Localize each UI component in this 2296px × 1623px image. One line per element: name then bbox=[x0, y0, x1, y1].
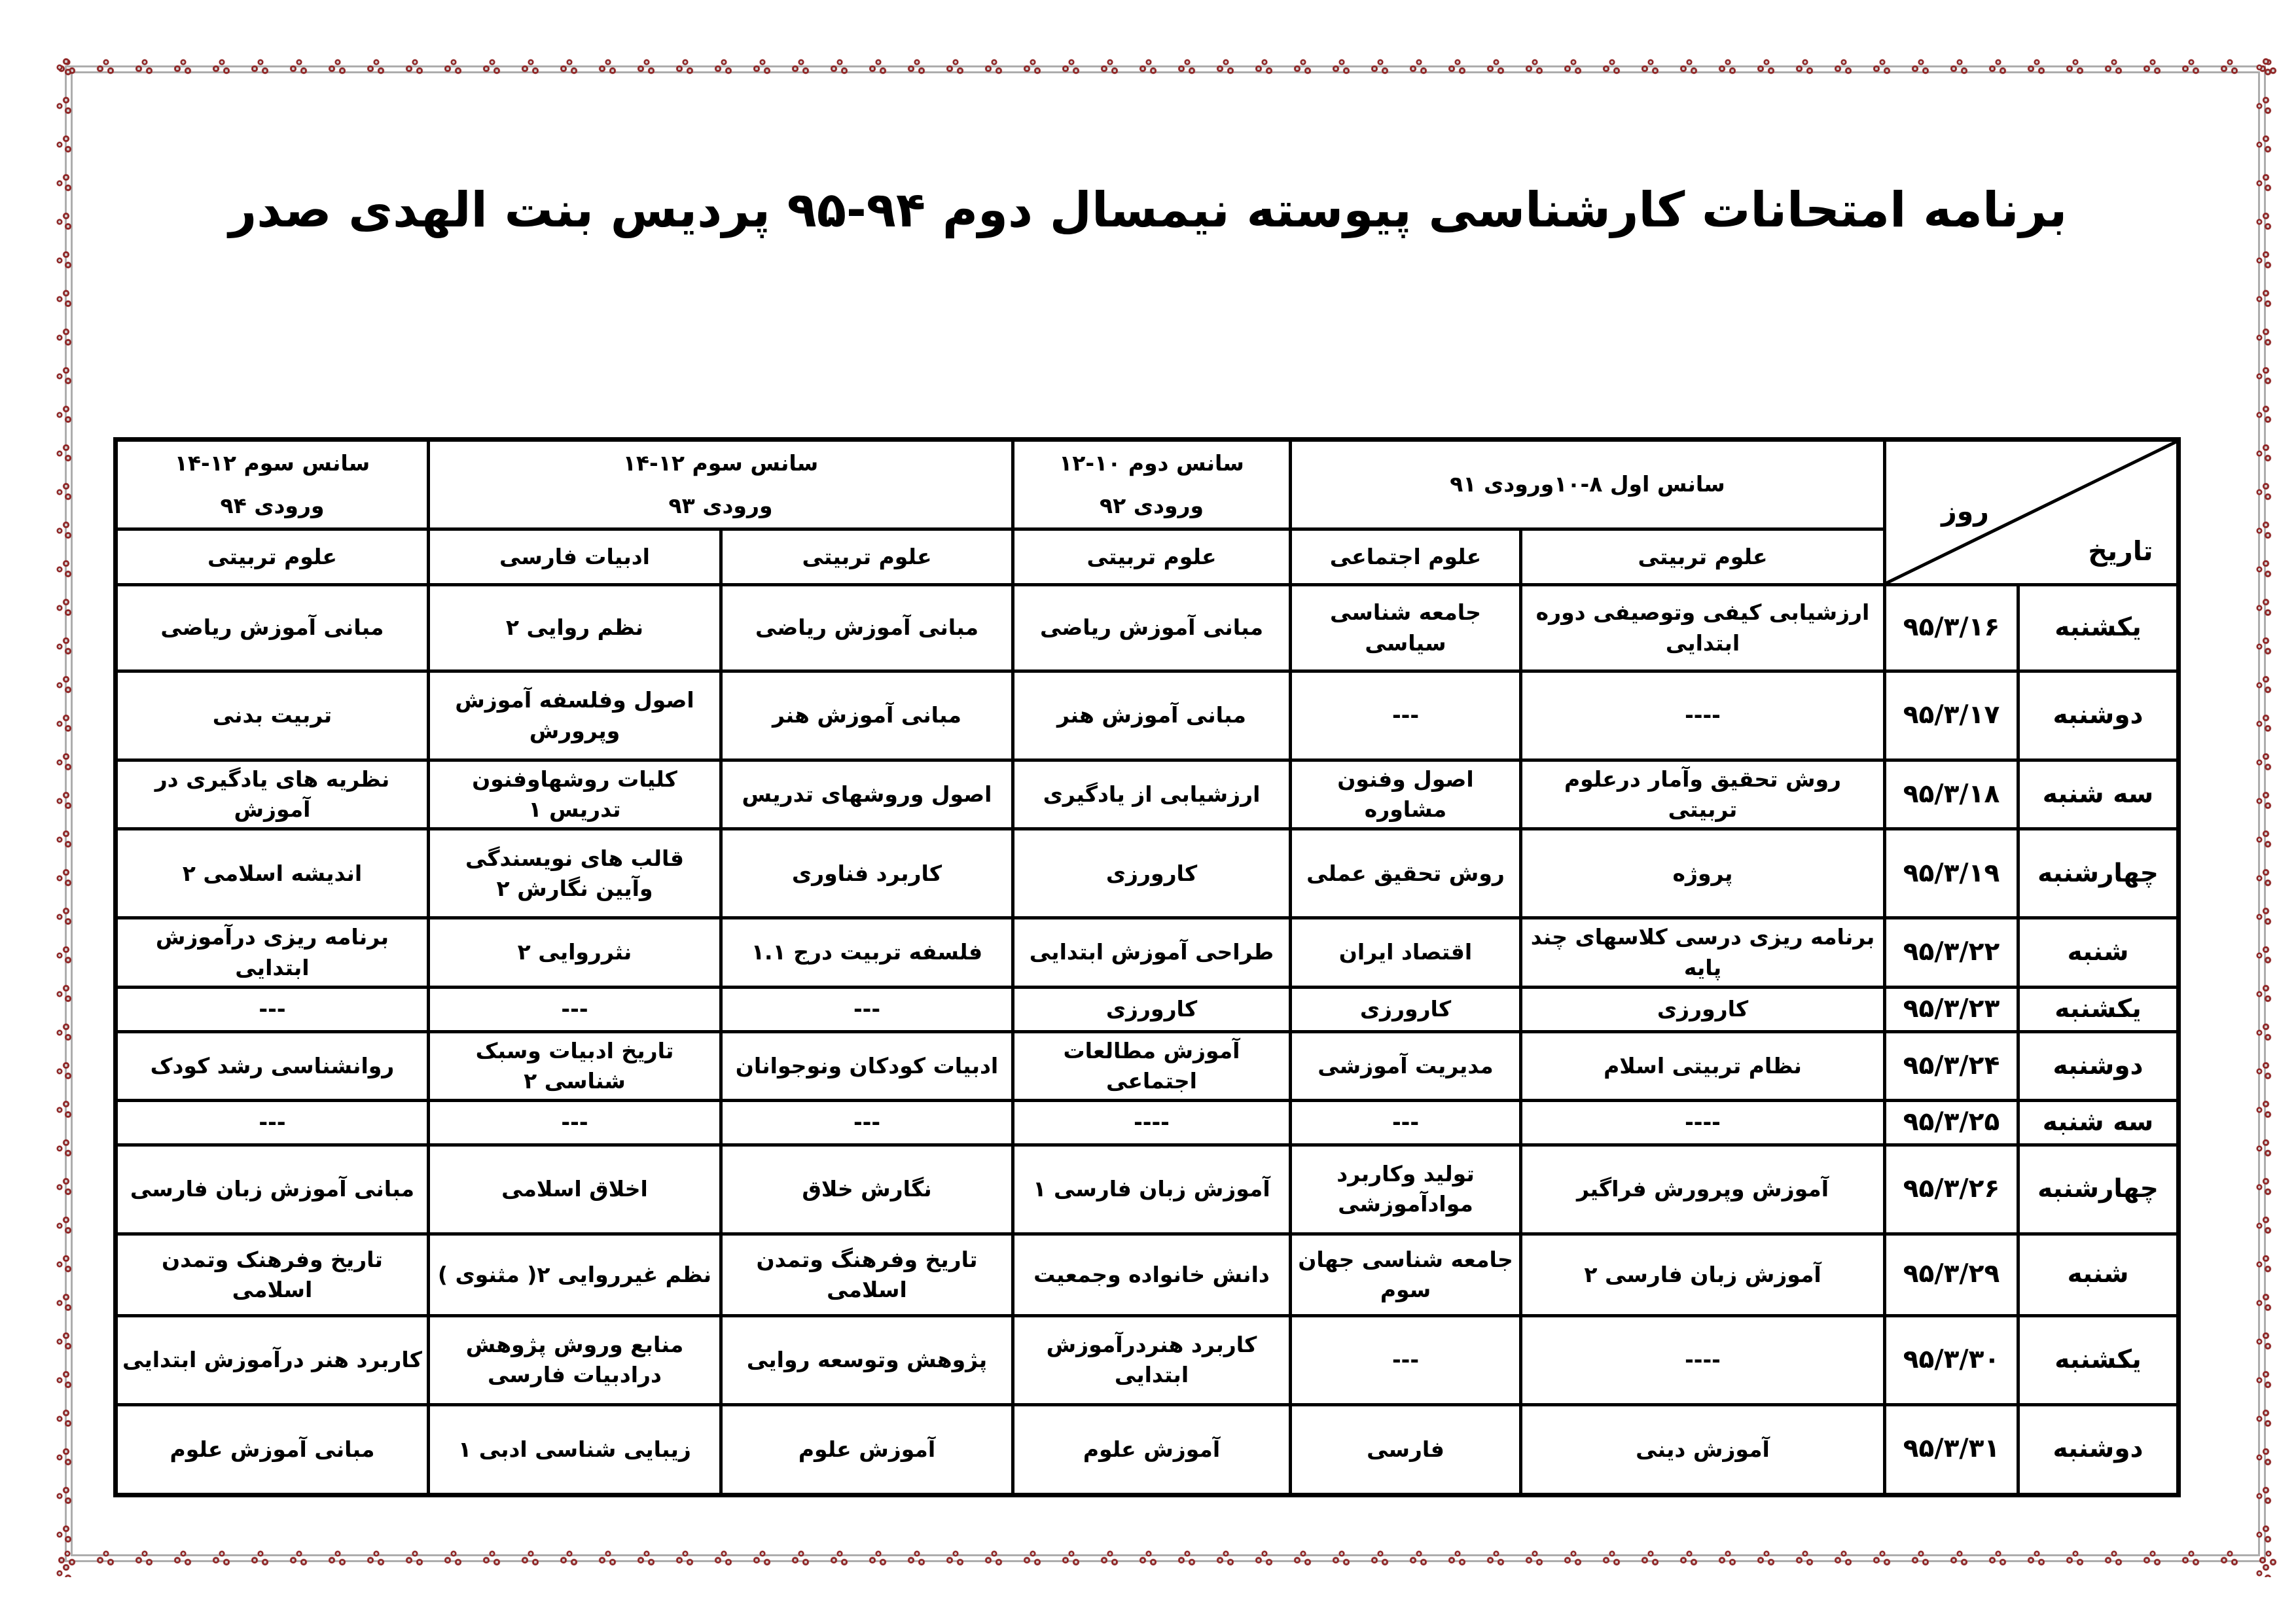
day-cell: دوشنبه bbox=[2018, 1031, 2179, 1100]
date-cell: ۹۵/۳/۱۷ bbox=[1885, 671, 2018, 760]
subject-cell: طراحی آموزش ابتدایی bbox=[1013, 918, 1290, 987]
schedule-row bbox=[115, 585, 2178, 671]
subject-cell: آموزش مطالعات اجتماعی bbox=[1013, 1031, 1290, 1100]
schedule-row bbox=[115, 1031, 2178, 1100]
corner-day-date-cell bbox=[1885, 440, 2179, 585]
subject-cell: --- bbox=[721, 987, 1013, 1031]
subject-cell: ---- bbox=[1521, 671, 1885, 760]
subject-cell: --- bbox=[115, 987, 428, 1031]
subject-cell: زیبایی شناسی ادبی ۱ bbox=[428, 1404, 721, 1495]
subheader-entry94-tarbiati: علوم تربیتی bbox=[115, 529, 428, 585]
subject-cell: قالب های نویسندگی وآیین نگارش ۲ bbox=[428, 829, 721, 918]
subject-cell: اقتصاد ایران bbox=[1290, 918, 1520, 987]
subject-cell: --- bbox=[428, 1101, 721, 1145]
subject-cell: تولید وکاربرد موادآموزشی bbox=[1290, 1145, 1520, 1234]
subject-cell: آموزش علوم bbox=[1013, 1404, 1290, 1495]
subject-cell: مبانی آموزش ریاضی bbox=[115, 585, 428, 671]
subject-cell: روانشناسی رشد کودک bbox=[115, 1031, 428, 1100]
subject-cell: منابع وروش پژوهش درادبیات فارسی bbox=[428, 1315, 721, 1404]
header-major-row bbox=[115, 529, 2178, 585]
subject-cell: مدیریت آموزشی bbox=[1290, 1031, 1520, 1100]
date-cell: ۹۵/۳/۱۹ bbox=[1885, 829, 2018, 918]
subject-cell: اصول وفنون مشاوره bbox=[1290, 760, 1520, 829]
subheader-entry93-adabiat: ادبیات فارسی bbox=[428, 529, 721, 585]
date-cell: ۹۵/۳/۲۶ bbox=[1885, 1145, 2018, 1234]
subject-cell: مبانی آموزش هنر bbox=[1013, 671, 1290, 760]
day-cell: یکشنبه bbox=[2018, 1315, 2179, 1404]
subject-cell: فارسی bbox=[1290, 1404, 1520, 1495]
subheader-entry93-tarbiati: علوم تربیتی bbox=[721, 529, 1013, 585]
exam-schedule-table bbox=[113, 437, 2181, 1497]
schedule-row bbox=[115, 760, 2178, 829]
day-cell: دوشنبه bbox=[2018, 671, 2179, 760]
day-cell: شنبه bbox=[2018, 1234, 2179, 1315]
header-session1-entry91: سانس اول ۸-۱۰ورودی ۹۱ bbox=[1290, 440, 1884, 529]
subject-cell: مبانی آموزش زبان فارسی bbox=[115, 1145, 428, 1234]
subject-cell: نظریه های یادگیری در آموزش bbox=[115, 760, 428, 829]
subject-cell: نثرروایی ۲ bbox=[428, 918, 721, 987]
schedule-row bbox=[115, 1234, 2178, 1315]
subject-cell: کارورزی bbox=[1013, 829, 1290, 918]
day-cell: یکشنبه bbox=[2018, 987, 2179, 1031]
subject-cell: کلیات روشهاوفنون تدریس ۱ bbox=[428, 760, 721, 829]
day-cell: شنبه bbox=[2018, 918, 2179, 987]
frame-ornament-bottom bbox=[46, 1549, 2283, 1570]
subject-cell: آموزش وپرورش فراگیر bbox=[1521, 1145, 1885, 1234]
date-cell: ۹۵/۳/۲۹ bbox=[1885, 1234, 2018, 1315]
subject-cell: --- bbox=[1290, 671, 1520, 760]
frame-ornament-top bbox=[46, 58, 2283, 79]
subject-cell: مبانی آموزش علوم bbox=[115, 1404, 428, 1495]
subject-cell: برنامه ریزی درسی کلاسهای چند پایه bbox=[1521, 918, 1885, 987]
subject-cell: --- bbox=[1290, 1101, 1520, 1145]
header-session2-entry92: سانس دوم ۱۰-۱۲ ورودی ۹۲ bbox=[1013, 440, 1290, 529]
subject-cell: آموزش زبان فارسی ۱ bbox=[1013, 1145, 1290, 1234]
frame-ornament-right bbox=[2255, 46, 2276, 1577]
subject-cell: تربیت بدنی bbox=[115, 671, 428, 760]
subject-cell: نظام تربیتی اسلام bbox=[1521, 1031, 1885, 1100]
subject-cell: کارورزی bbox=[1013, 987, 1290, 1031]
subject-cell: نظم روایی ۲ bbox=[428, 585, 721, 671]
header-group-row bbox=[115, 440, 2178, 529]
subject-cell: --- bbox=[428, 987, 721, 1031]
subheader-entry91-tarbiati: علوم تربیتی bbox=[1521, 529, 1885, 585]
subject-cell: --- bbox=[721, 1101, 1013, 1145]
schedule-row bbox=[115, 671, 2178, 760]
corner-day-label: روز bbox=[1941, 495, 1989, 527]
schedule-row bbox=[115, 1315, 2178, 1404]
schedule-body bbox=[115, 585, 2178, 1495]
subject-cell: نظم غیرروایی ۲( مثنوی ) bbox=[428, 1234, 721, 1315]
subject-cell: روش تحقیق وآمار درعلوم تربیتی bbox=[1521, 760, 1885, 829]
subject-cell: ارزشیابی کیفی وتوصیفی دوره ابتدایی bbox=[1521, 585, 1885, 671]
subject-cell: ---- bbox=[1013, 1101, 1290, 1145]
subject-cell: کاربرد هنر درآموزش ابتدایی bbox=[115, 1315, 428, 1404]
subject-cell: تاریخ وفرهنگ وتمدن اسلامی bbox=[721, 1234, 1013, 1315]
subject-cell: جامعه شناسی سیاسی bbox=[1290, 585, 1520, 671]
date-cell: ۹۵/۳/۳۱ bbox=[1885, 1404, 2018, 1495]
day-cell: سه شنبه bbox=[2018, 1101, 2179, 1145]
schedule-row bbox=[115, 1101, 2178, 1145]
subject-cell: فلسفه تربیت درج ۱.۱ bbox=[721, 918, 1013, 987]
subject-cell: جامعه شناسی جهان سوم bbox=[1290, 1234, 1520, 1315]
date-cell: ۹۵/۳/۳۰ bbox=[1885, 1315, 2018, 1404]
day-cell: چهارشنبه bbox=[2018, 829, 2179, 918]
subject-cell: مبانی آموزش ریاضی bbox=[1013, 585, 1290, 671]
subject-cell: --- bbox=[1290, 1315, 1520, 1404]
day-cell: چهارشنبه bbox=[2018, 1145, 2179, 1234]
subject-cell: دانش خانواده وجمعیت bbox=[1013, 1234, 1290, 1315]
schedule-row bbox=[115, 829, 2178, 918]
subject-cell: برنامه ریزی درآموزش ابتدایی bbox=[115, 918, 428, 987]
subject-cell: کارورزی bbox=[1521, 987, 1885, 1031]
subject-cell: نگارش خلاق bbox=[721, 1145, 1013, 1234]
schedule-row bbox=[115, 1145, 2178, 1234]
page-title: برنامه امتحانات کارشناسی پیوسته نیمسال دوم ۹۴-۹۵ پردیس بنت الهدی صدر bbox=[228, 182, 2068, 238]
subheader-entry91-ejtemaei: علوم اجتماعی bbox=[1290, 529, 1520, 585]
subject-cell: اخلاق اسلامی bbox=[428, 1145, 721, 1234]
subject-cell: تاریخ وفرهنک وتمدن اسلامی bbox=[115, 1234, 428, 1315]
date-cell: ۹۵/۳/۲۳ bbox=[1885, 987, 2018, 1031]
frame-ornament-left bbox=[55, 46, 76, 1577]
schedule-row bbox=[115, 1404, 2178, 1495]
subject-cell: ---- bbox=[1521, 1315, 1885, 1404]
subject-cell: ادبیات کودکان ونوجوانان bbox=[721, 1031, 1013, 1100]
schedule-row bbox=[115, 987, 2178, 1031]
subject-cell: مبانی آموزش ریاضی bbox=[721, 585, 1013, 671]
date-cell: ۹۵/۳/۲۲ bbox=[1885, 918, 2018, 987]
subheader-entry92-tarbiati: علوم تربیتی bbox=[1013, 529, 1290, 585]
date-cell: ۹۵/۳/۱۶ bbox=[1885, 585, 2018, 671]
day-cell: یکشنبه bbox=[2018, 585, 2179, 671]
subject-cell: مبانی آموزش هنر bbox=[721, 671, 1013, 760]
subject-cell: روش تحقیق عملی bbox=[1290, 829, 1520, 918]
subject-cell: تاریخ ادبیات وسبک شناسی ۲ bbox=[428, 1031, 721, 1100]
subject-cell: ارزشیابی از یادگیری bbox=[1013, 760, 1290, 829]
day-cell: سه شنبه bbox=[2018, 760, 2179, 829]
subject-cell: اندیشه اسلامی ۲ bbox=[115, 829, 428, 918]
header-session3-entry93: سانس سوم ۱۲-۱۴ ورودی ۹۳ bbox=[428, 440, 1013, 529]
subject-cell: پژوهش وتوسعه روایی bbox=[721, 1315, 1013, 1404]
subject-cell: آموزش زبان فارسی ۲ bbox=[1521, 1234, 1885, 1315]
corner-date-label: تاریخ bbox=[2088, 535, 2153, 567]
date-cell: ۹۵/۳/۲۴ bbox=[1885, 1031, 2018, 1100]
date-cell: ۹۵/۳/۱۸ bbox=[1885, 760, 2018, 829]
subject-cell: آموزش دینی bbox=[1521, 1404, 1885, 1495]
schedule-row bbox=[115, 918, 2178, 987]
subject-cell: کاربرد فناوری bbox=[721, 829, 1013, 918]
subject-cell: --- bbox=[115, 1101, 428, 1145]
header-session3-entry94: سانس سوم ۱۲-۱۴ ورودی ۹۴ bbox=[115, 440, 428, 529]
subject-cell: اصول وروشهای تدریس bbox=[721, 760, 1013, 829]
subject-cell: کاربرد هنردرآموزش ابتدایی bbox=[1013, 1315, 1290, 1404]
date-cell: ۹۵/۳/۲۵ bbox=[1885, 1101, 2018, 1145]
day-cell: دوشنبه bbox=[2018, 1404, 2179, 1495]
subject-cell: ---- bbox=[1521, 1101, 1885, 1145]
subject-cell: اصول وفلسفه آموزش وپرورش bbox=[428, 671, 721, 760]
subject-cell: کارورزی bbox=[1290, 987, 1520, 1031]
subject-cell: آموزش علوم bbox=[721, 1404, 1013, 1495]
subject-cell: پروژه bbox=[1521, 829, 1885, 918]
